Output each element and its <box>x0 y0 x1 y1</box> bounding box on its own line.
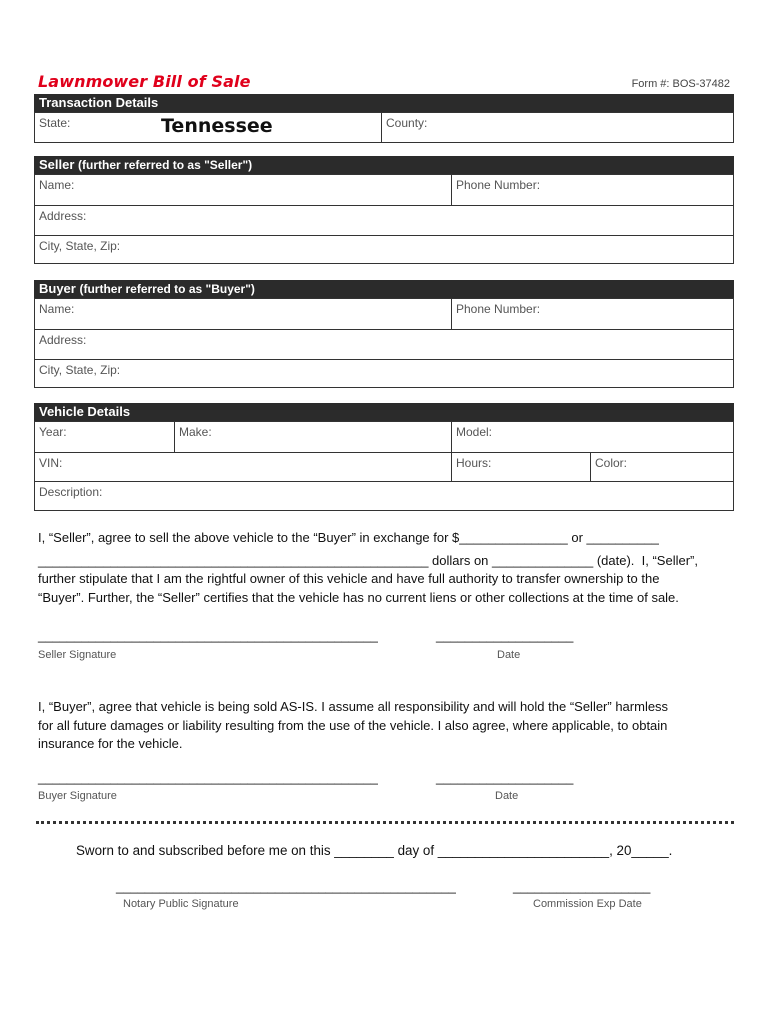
state-value: Tennessee <box>161 115 273 137</box>
vehicle-details-heading <box>34 403 734 421</box>
buyer-heading-sub: (further referred to as "Buyer") <box>79 282 255 296</box>
hours-label: Hours: <box>456 456 492 470</box>
seller-date-label: Date <box>497 649 521 661</box>
buyer-address-label: Address: <box>39 333 87 347</box>
transaction-row <box>35 113 733 142</box>
vehicle-heading-text: Vehicle Details <box>39 404 131 419</box>
buyer-address-field[interactable] <box>35 330 733 359</box>
buyer-name-label: Name: <box>39 302 75 316</box>
buyer-heading-text: Buyer <box>39 281 76 296</box>
form-title: Lawnmower Bill of Sale <box>38 72 251 91</box>
vehicle-row-1 <box>35 422 733 452</box>
seller-heading-text: Seller <box>39 157 75 172</box>
seller-heading-sub: (further referred to as "Seller") <box>78 158 253 172</box>
transaction-details-heading <box>34 94 734 112</box>
description-field[interactable] <box>35 482 733 510</box>
seller-signature-line[interactable]: _______________________________________________ <box>38 628 378 643</box>
state-field[interactable] <box>35 113 381 142</box>
buyer-heading <box>34 280 734 298</box>
buyer-phone-label: Phone Number: <box>456 302 541 316</box>
buyer-city-label: City, State, Zip: <box>39 363 121 377</box>
seller-phone-field[interactable] <box>451 175 733 205</box>
seller-signature-label: Seller Signature <box>38 649 117 661</box>
vehicle-row-2 <box>35 452 733 481</box>
state-label: State: <box>39 116 71 130</box>
buyer-city-field[interactable] <box>35 360 733 387</box>
hours-field[interactable] <box>451 453 590 481</box>
description-label: Description: <box>39 485 103 499</box>
seller-date-line[interactable]: ___________________ <box>436 628 574 643</box>
seller-city-label: City, State, Zip: <box>39 239 121 253</box>
notary-signature-label: Notary Public Signature <box>123 898 239 910</box>
seller-row-address <box>35 205 733 235</box>
buyer-signature-label: Buyer Signature <box>38 790 117 802</box>
model-label: Model: <box>456 425 493 439</box>
buyer-grid <box>34 298 734 388</box>
seller-address-label: Address: <box>39 209 87 223</box>
buyer-row-address <box>35 329 733 359</box>
seller-statement-line-3: further stipulate that I am the rightful owner of this vehicle and have full authority to transfer ownership to the <box>38 571 660 586</box>
buyer-signature-line[interactable]: _______________________________________________ <box>38 770 378 785</box>
seller-city-field[interactable] <box>35 236 733 263</box>
buyer-statement-line-1: I, “Buyer”, agree that vehicle is being sold AS-IS. I assume all responsibility and will hold the “Seller” harmless <box>38 699 669 714</box>
model-field[interactable] <box>451 422 733 452</box>
buyer-date-label: Date <box>495 790 519 802</box>
seller-statement-line-2: ______________________________________________________ dollars on ______________ (date). I, “Seller”, <box>38 552 698 568</box>
color-field[interactable] <box>590 453 733 481</box>
buyer-row-name <box>35 299 733 329</box>
buyer-statement <box>38 698 738 754</box>
buyer-statement-line-2: for all future damages or liability resulting from the use of the vehicle. I also agree, where applicable, to obtain <box>38 717 668 733</box>
seller-statement-line-4: “Buyer”. Further, the “Seller” certifies that the vehicle has no current liens or other collections at the time of sale. <box>38 589 679 605</box>
buyer-row-city <box>35 359 733 387</box>
make-label: Make: <box>179 425 212 439</box>
transaction-details-grid <box>34 112 734 143</box>
year-label: Year: <box>39 425 67 439</box>
year-field[interactable] <box>35 422 174 452</box>
seller-row-city <box>35 235 733 263</box>
county-label: County: <box>386 116 428 130</box>
seller-heading <box>34 156 734 174</box>
make-field[interactable] <box>174 422 451 452</box>
buyer-phone-field[interactable] <box>451 299 733 329</box>
form-number: Form #: BOS-37482 <box>631 78 730 90</box>
buyer-date-line[interactable]: ___________________ <box>436 770 574 785</box>
commission-exp-label: Commission Exp Date <box>533 898 642 910</box>
seller-address-field[interactable] <box>35 206 733 235</box>
seller-statement <box>38 529 738 607</box>
seller-name-field[interactable] <box>35 175 451 205</box>
vin-label: VIN: <box>39 456 63 470</box>
seller-grid <box>34 174 734 264</box>
commission-exp-line[interactable]: ___________________ <box>513 879 651 894</box>
buyer-name-field[interactable] <box>35 299 451 329</box>
seller-name-label: Name: <box>39 178 75 192</box>
seller-statement-line-1: I, “Seller”, agree to sell the above vehicle to the “Buyer” in exchange for $_______________ or __________ <box>38 530 659 545</box>
color-label: Color: <box>595 456 628 470</box>
transaction-heading-text: Transaction Details <box>39 95 159 110</box>
seller-row-name <box>35 175 733 205</box>
vehicle-row-3 <box>35 481 733 510</box>
county-field[interactable] <box>381 113 733 142</box>
notary-signature-line[interactable]: _______________________________________________ <box>116 879 456 894</box>
notary-sworn-statement: Sworn to and subscribed before me on this ________ day of _______________________, 20_____. <box>76 843 673 858</box>
vin-field[interactable] <box>35 453 451 481</box>
buyer-statement-line-3: insurance for the vehicle. <box>38 736 183 751</box>
seller-phone-label: Phone Number: <box>456 178 541 192</box>
vehicle-grid <box>34 421 734 511</box>
notary-divider <box>36 821 734 824</box>
